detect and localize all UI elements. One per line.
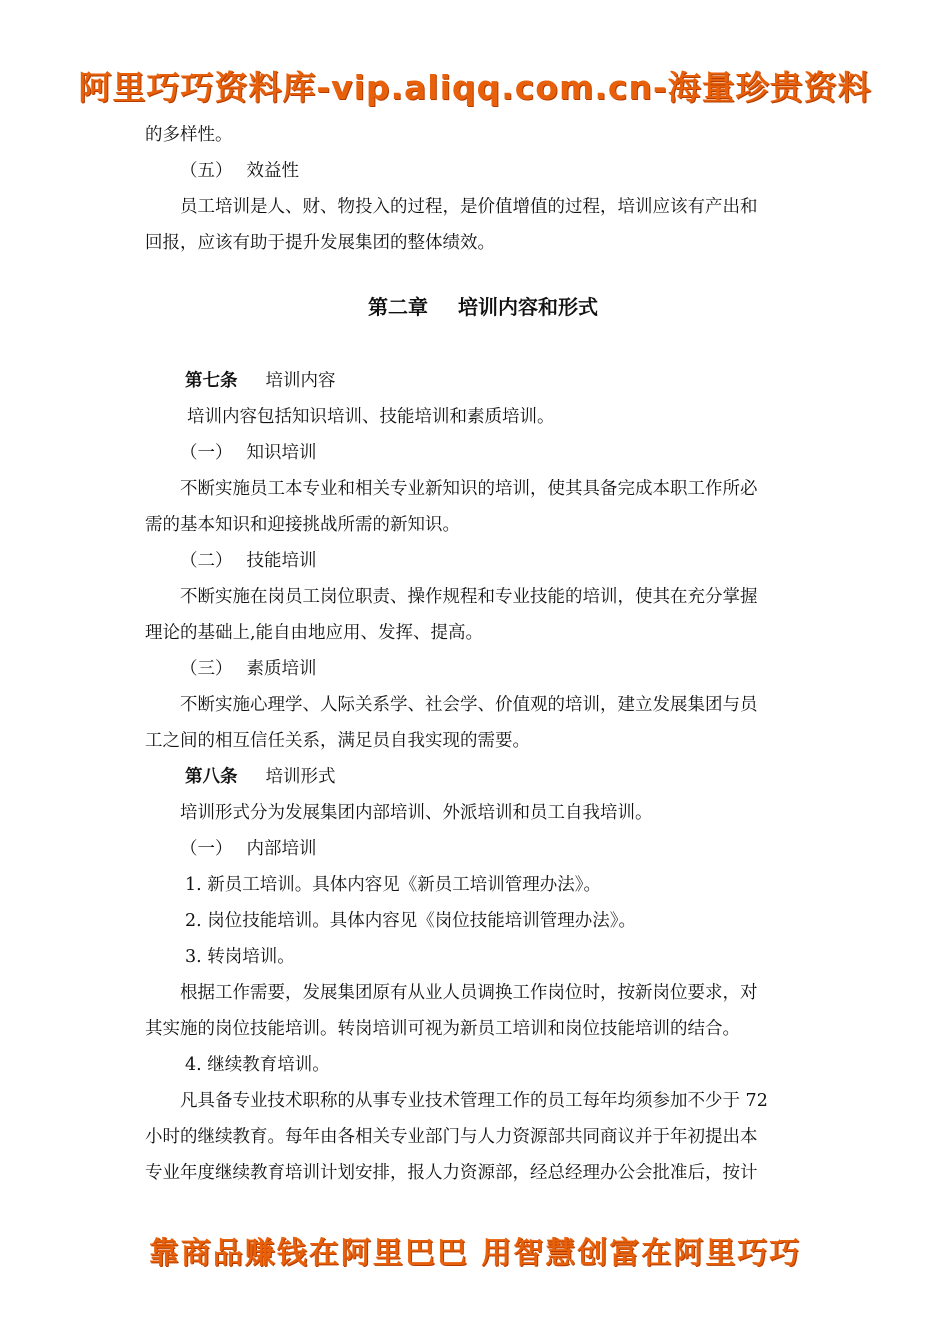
article-title: 培训内容 bbox=[265, 371, 336, 391]
paragraph-line: 根据工作需要，发展集团原有从业人员调换工作岗位时，按新岗位要求，对 bbox=[180, 983, 758, 1003]
article-heading bbox=[145, 363, 821, 399]
article-heading bbox=[145, 759, 821, 795]
list-item: 1. 新员工培训。具体内容见《新员工培训管理办法》。 bbox=[185, 875, 602, 895]
item-number: （二） bbox=[180, 551, 233, 571]
paragraph-line: 员工培训是人、财、物投入的过程，是价值增值的过程，培训应该有产出和 bbox=[180, 197, 758, 217]
item-heading bbox=[145, 831, 821, 867]
chapter-heading bbox=[145, 289, 821, 325]
item-title: 效益性 bbox=[246, 161, 299, 181]
list-item: 2. 岗位技能培训。具体内容见《岗位技能培训管理办法》。 bbox=[185, 911, 637, 931]
paragraph-line: 回报，应该有助于提升发展集团的整体绩效。 bbox=[145, 233, 495, 253]
list-item: 3. 转岗培训。 bbox=[185, 947, 295, 967]
item-title: 素质培训 bbox=[246, 659, 317, 679]
paragraph-line: 不断实施员工本专业和相关专业新知识的培训，使其具备完成本职工作所必 bbox=[180, 479, 758, 499]
paragraph-line: 不断实施心理学、人际关系学、社会学、价值观的培训，建立发展集团与员 bbox=[180, 695, 758, 715]
paragraph-line: 其实施的岗位技能培训。转岗培训可视为新员工培训和岗位技能培训的结合。 bbox=[145, 1019, 740, 1039]
item-number: （一） bbox=[180, 839, 233, 859]
footer-banner: 靠商品赚钱在阿里巴巴 用智慧创富在阿里巧巧 bbox=[148, 1236, 802, 1271]
paragraph-line: 的多样性。 bbox=[145, 125, 233, 145]
item-title: 内部培训 bbox=[246, 839, 317, 859]
article-title: 培训形式 bbox=[265, 767, 336, 787]
item-heading bbox=[145, 435, 821, 471]
paragraph-line: 培训内容包括知识培训、技能培训和素质培训。 bbox=[187, 407, 555, 427]
paragraph-line: 凡具备专业技术职称的从事专业技术管理工作的员工每年均须参加不少于 72 bbox=[180, 1091, 768, 1111]
paragraph-line: 工之间的相互信任关系，满足员自我实现的需要。 bbox=[145, 731, 530, 751]
article-number: 第八条 bbox=[185, 767, 238, 787]
article-number: 第七条 bbox=[185, 371, 238, 391]
chapter-title: 培训内容和形式 bbox=[458, 295, 598, 319]
item-heading bbox=[145, 651, 821, 687]
document-body bbox=[145, 117, 821, 1191]
item-number: （五） bbox=[180, 161, 233, 181]
paragraph-line: 小时的继续教育。每年由各相关专业部门与人力资源部共同商议并于年初提出本 bbox=[145, 1127, 758, 1147]
item-number: （一） bbox=[180, 443, 233, 463]
chapter-number: 第二章 bbox=[368, 295, 428, 319]
paragraph-line: 培训形式分为发展集团内部培训、外派培训和员工自我培训。 bbox=[180, 803, 653, 823]
item-heading bbox=[145, 543, 821, 579]
list-item: 4. 继续教育培训。 bbox=[185, 1055, 330, 1075]
paragraph-line: 需的基本知识和迎接挑战所需的新知识。 bbox=[145, 515, 460, 535]
item-title: 知识培训 bbox=[246, 443, 317, 463]
paragraph-line: 理论的基础上,能自由地应用、发挥、提高。 bbox=[145, 623, 484, 643]
paragraph-line: 专业年度继续教育培训计划安排，报人力资源部，经总经理办公会批准后，按计 bbox=[145, 1163, 758, 1183]
item-title: 技能培训 bbox=[246, 551, 317, 571]
item-number: （三） bbox=[180, 659, 233, 679]
header-banner: 阿里巧巧资料库-vip.aliqq.com.cn-海量珍贵资料 bbox=[78, 68, 872, 107]
item-heading bbox=[145, 153, 821, 189]
paragraph-line: 不断实施在岗员工岗位职责、操作规程和专业技能的培训，使其在充分掌握 bbox=[180, 587, 758, 607]
